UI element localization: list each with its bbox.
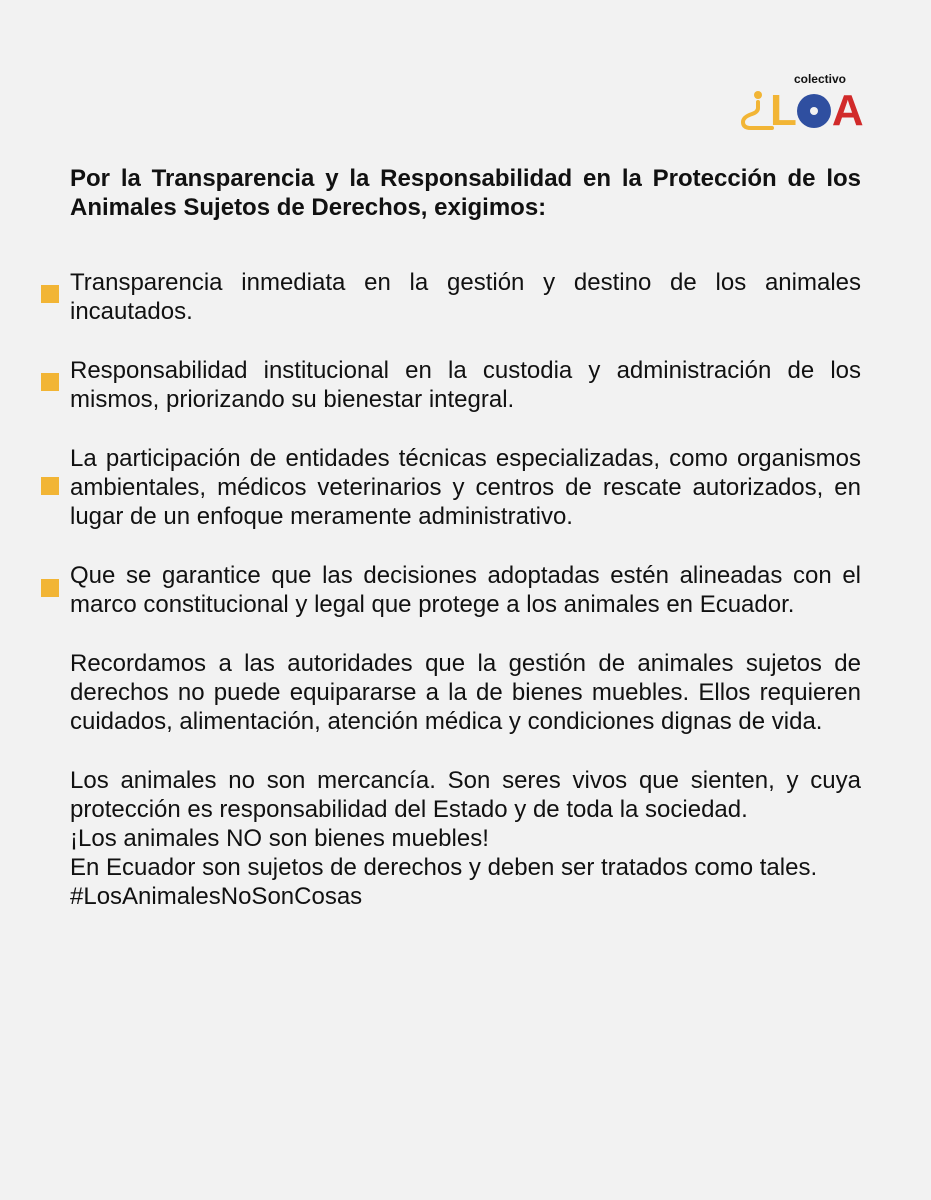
inverted-question-mark-icon — [738, 88, 774, 130]
square-bullet-icon — [41, 477, 59, 495]
logo-letter-l: L — [770, 86, 797, 135]
document-body — [70, 164, 861, 911]
square-bullet-icon — [41, 579, 59, 597]
demand-item — [70, 444, 861, 531]
demand-text: Responsabilidad institucional en la custodia y administración de los mismos, priorizando su bienestar integral. — [70, 357, 861, 413]
square-bullet-icon — [41, 373, 59, 391]
hashtag: #LosAnimalesNoSonCosas — [70, 883, 363, 910]
demand-item — [70, 561, 861, 619]
reminder-paragraph: Recordamos a las autoridades que la gestión de animales sujetos de derechos no puede equipararse a la de bienes muebles. Ellos requieren cuidados, alimentación, atención médica y condiciones dignas de vida. — [70, 650, 861, 735]
square-bullet-icon — [41, 285, 59, 303]
logo-letter-o — [797, 94, 831, 128]
closing-block — [70, 766, 861, 911]
logo-small-text: colectivo — [793, 72, 846, 86]
demand-text: La participación de entidades técnicas especializadas, como organismos ambientales, médicos veterinarios y centros de rescate autorizados, en lugar de un enfoque meramente administrativo. — [70, 445, 861, 530]
logo-letter-a: A — [831, 86, 864, 135]
demand-item — [70, 356, 861, 414]
document-title: Por la Transparencia y la Responsabilidad en la Protección de los Animales Sujetos de Derechos, exigimos: — [70, 165, 861, 221]
closing-exclamation: ¡Los animales NO son bienes muebles! — [70, 825, 489, 852]
demand-item — [70, 268, 861, 326]
demand-text: Transparencia inmediata en la gestión y destino de los animales incautados. — [70, 269, 861, 325]
closing-text: Los animales no son mercancía. Son seres vivos que sienten, y cuya protección es responsabilidad del Estado y de toda la sociedad. — [70, 767, 861, 823]
demand-text: Que se garantice que las decisiones adoptadas estén alineadas con el marco constitucional y legal que protege a los animales en Ecuador. — [70, 562, 861, 618]
logo-letters — [738, 86, 864, 135]
closing-statement: En Ecuador son sujetos de derechos y deben ser tratados como tales. — [70, 854, 818, 881]
colectivo-loa-logo — [738, 72, 864, 135]
